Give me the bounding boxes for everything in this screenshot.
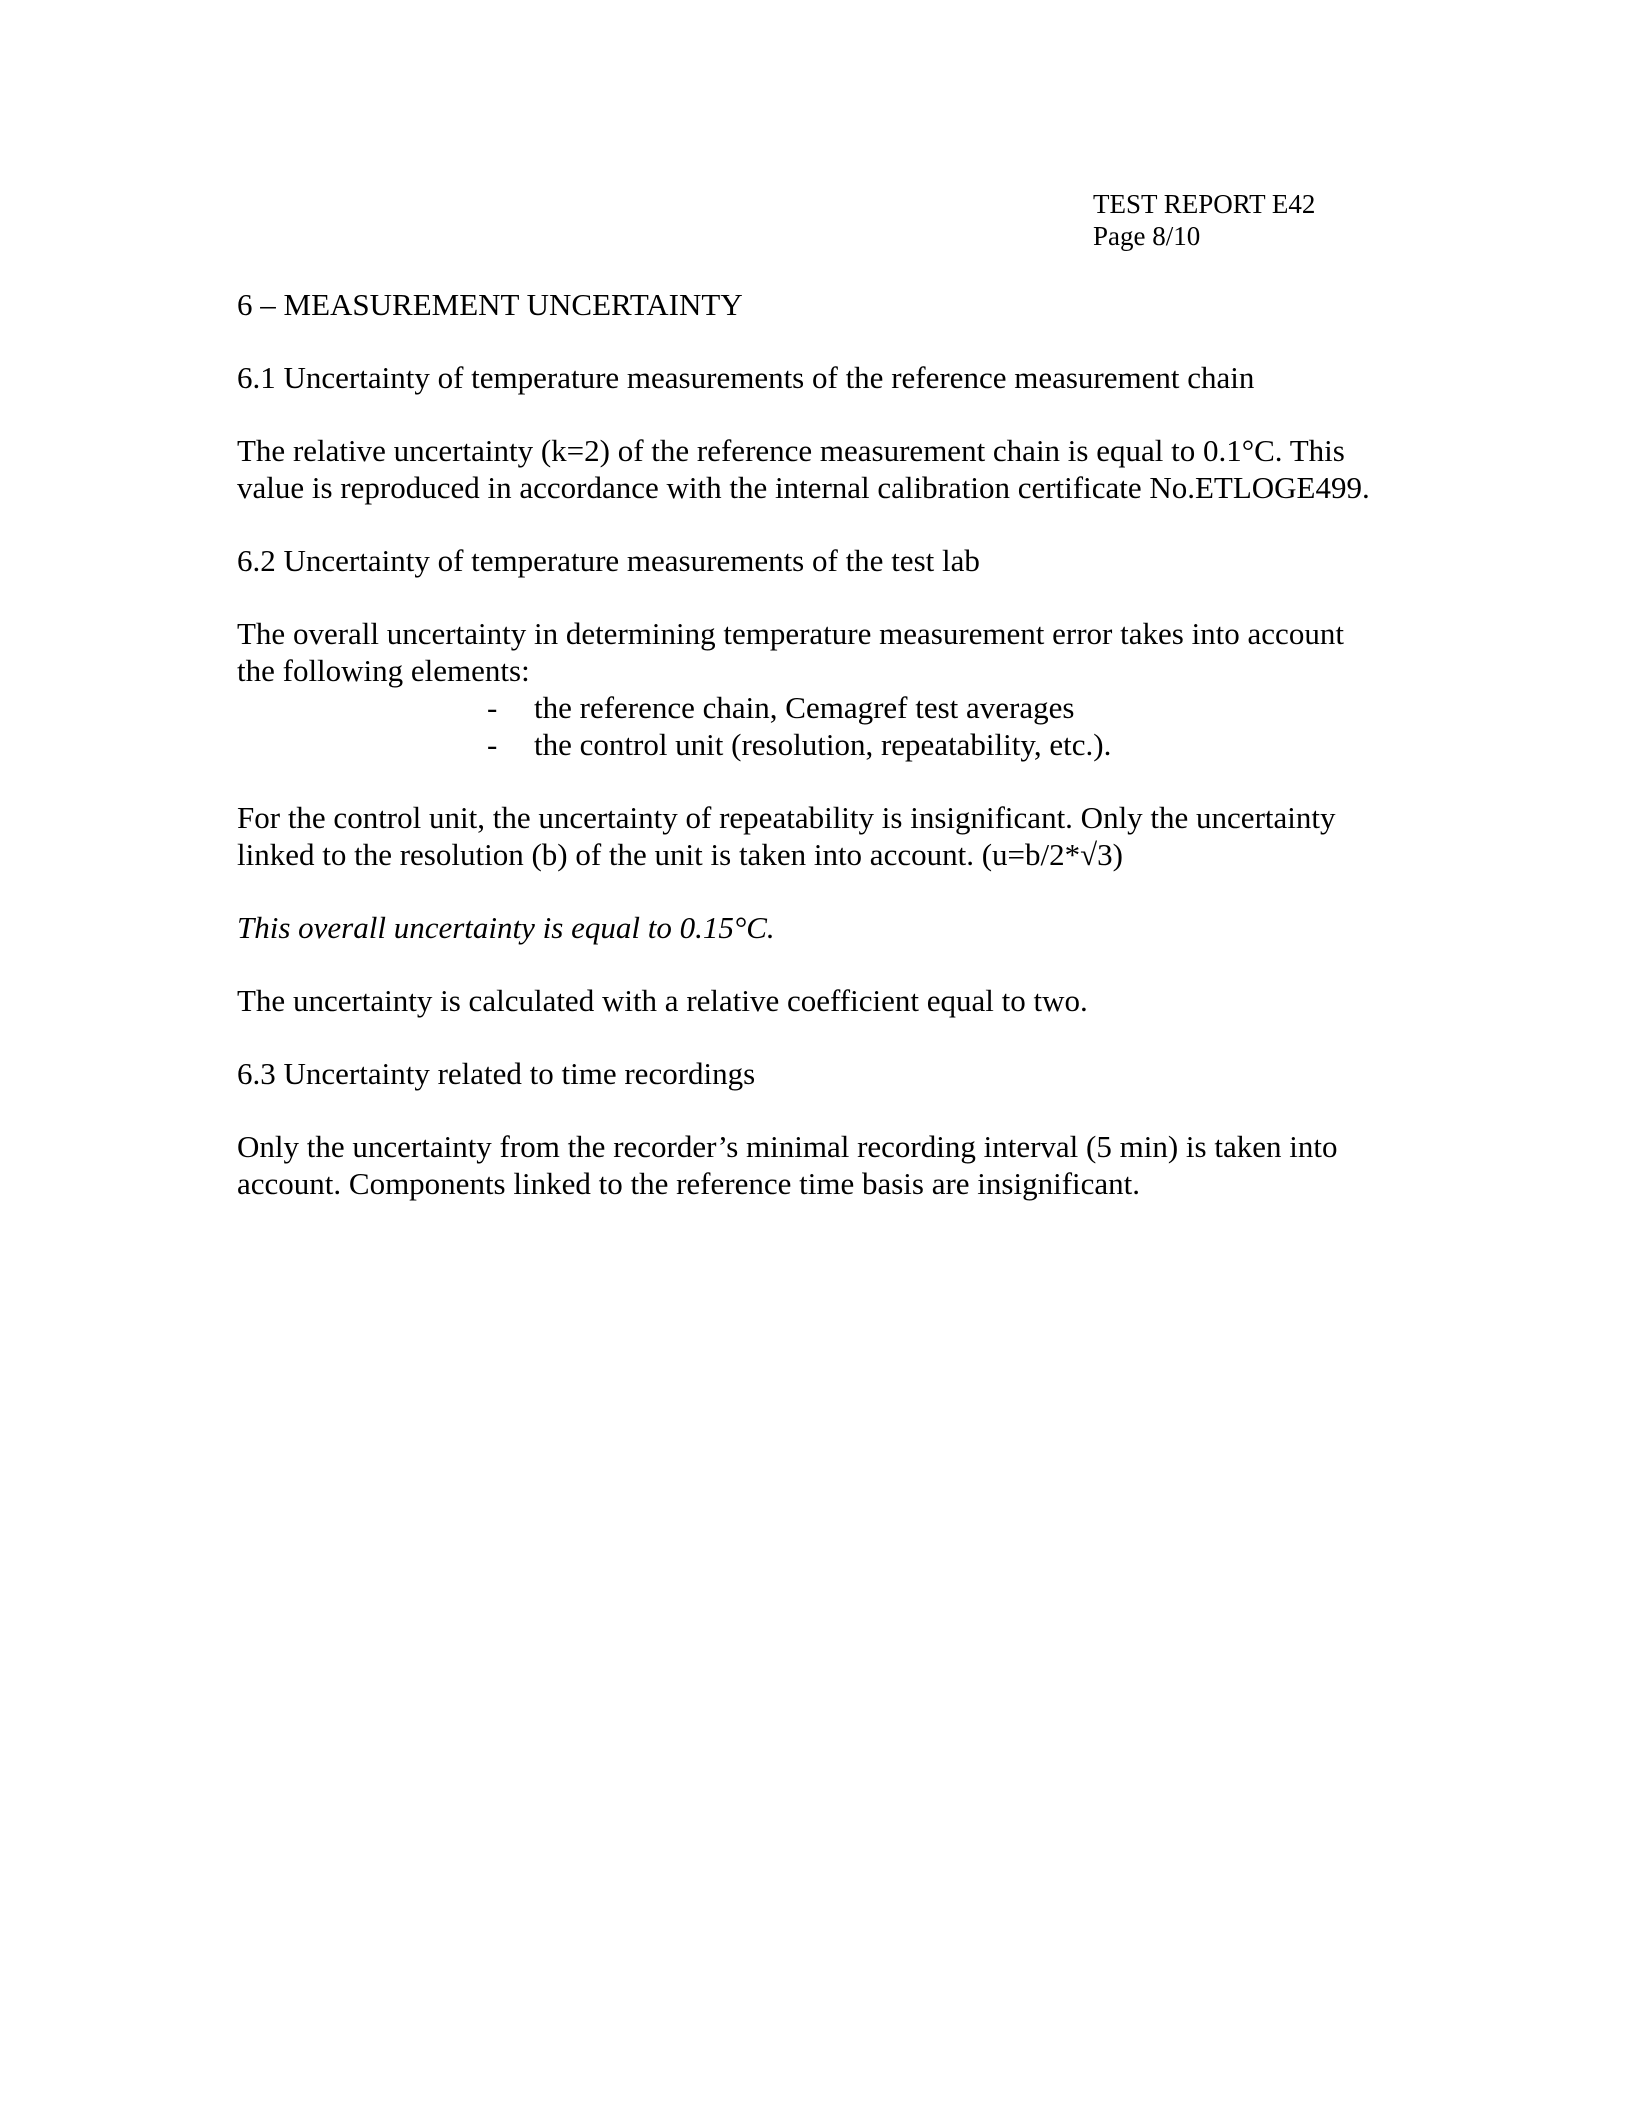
- subsection-6-2-heading: 6.2 Uncertainty of temperature measurements of the test lab: [237, 543, 980, 578]
- subsection-6-2-intro: The overall uncertainty in determining temperature measurement error takes into account the following elements:: [237, 616, 1344, 688]
- list-item: [237, 726, 1387, 763]
- elements-list: [237, 689, 1387, 763]
- dash-bullet: -: [487, 690, 498, 725]
- control-unit-note: For the control unit, the uncertainty of repeatability is insignificant. Only the uncertainty linked to the resolution (b) of the unit is taken into account. (u=b/2*√3): [237, 800, 1336, 872]
- subsection-6-3-body: Only the uncertainty from the recorder’s minimal recording interval (5 min) is taken into account. Components linked to the reference time basis are insignificant.: [237, 1129, 1338, 1201]
- page-number: Page 8/10: [1093, 221, 1201, 251]
- subsection-6-1-heading: 6.1 Uncertainty of temperature measurements of the reference measurement chain: [237, 360, 1255, 395]
- list-item: [237, 689, 1387, 726]
- page-header: [1093, 188, 1315, 252]
- list-item-text: the control unit (resolution, repeatability, etc.).: [534, 727, 1112, 762]
- list-item-text: the reference chain, Cemagref test averages: [534, 690, 1075, 725]
- overall-uncertainty-statement: This overall uncertainty is equal to 0.15°C.: [237, 910, 775, 945]
- subsection-6-1-body: The relative uncertainty (k=2) of the reference measurement chain is equal to 0.1°C. This value is reproduced in accordance with the internal calibration certificate No.ETLOGE499.: [237, 433, 1370, 505]
- section-content: [237, 286, 1387, 1202]
- subsection-6-3-heading: 6.3 Uncertainty related to time recordings: [237, 1056, 756, 1091]
- report-title: TEST REPORT E42: [1093, 189, 1316, 219]
- coefficient-note: The uncertainty is calculated with a relative coefficient equal to two.: [237, 983, 1088, 1018]
- dash-bullet: -: [487, 727, 498, 762]
- section-title: 6 – MEASUREMENT UNCERTAINTY: [237, 287, 743, 322]
